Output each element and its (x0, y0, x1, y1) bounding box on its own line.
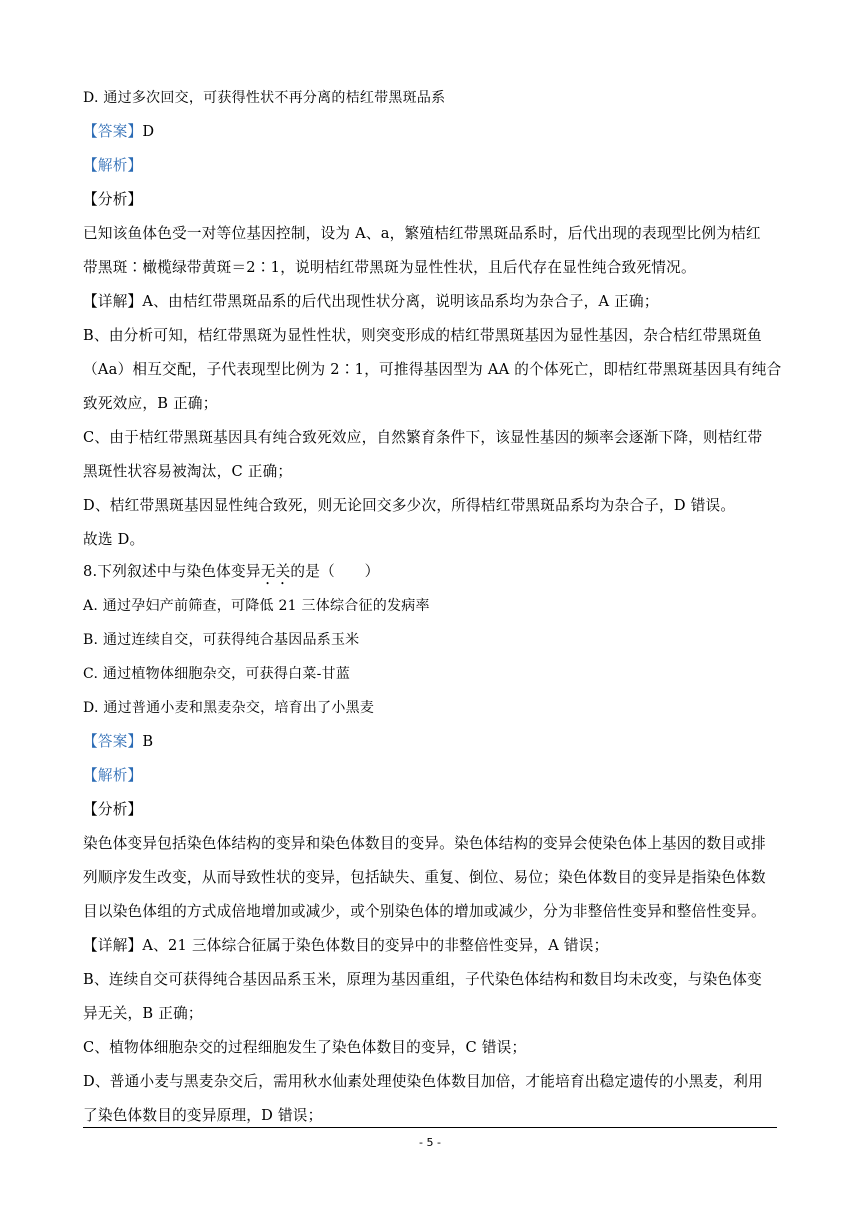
text-line: D、普通小麦与黑麦杂交后，需用秋水仙素处理使染色体数目加倍，才能培育出稳定遗传的小黑麦，利用 (83, 1073, 763, 1090)
text-line: 异无关，B 正确； (83, 1005, 203, 1022)
text-line: 染色体变异包括染色体结构的变异和染色体数目的变异。染色体结构的变异会使染色体上基因的数目或排 (83, 835, 766, 852)
text-line: 目以染色体组的方式成倍地增加或减少，或个别染色体的增加或减少，分为非整倍性变异和整倍性变异。 (83, 903, 766, 920)
section-analysis: 【分析】 (83, 191, 143, 208)
text-line: 列顺序发生改变，从而导致性状的变异，包括缺失、重复、倒位、易位；染色体数目的变异是指染色体数 (83, 869, 766, 886)
text-line: 黑斑性状容易被淘汰，C 正确； (83, 463, 293, 480)
text-line: 带黑斑∶橄榄绿带黄斑＝2∶1，说明桔红带黑斑为显性性状，且后代存在显性纯合致死情况。 (83, 259, 696, 276)
question-text: 8.下列叙述中与染色体变异 (83, 563, 261, 580)
section-analysis: 【分析】 (83, 801, 143, 818)
option-b: B. 通过连续自交，可获得纯合基因品系玉米 (83, 632, 360, 648)
option-a: A. 通过孕妇产前筛查，可降低 21 三体综合征的发病率 (83, 598, 430, 614)
option-d: D. 通过普通小麦和黑麦杂交，培育出了小黑麦 (83, 700, 375, 716)
text-line: 了染色体数目的变异原理，D 错误； (83, 1107, 323, 1124)
option-c: C. 通过植物体细胞杂交，可获得白菜-甘蓝 (83, 666, 351, 682)
text-line: B、连续自交可获得纯合基因品系玉米，原理为基因重组，子代染色体结构和数目均未改变，与染色体变 (83, 971, 762, 988)
question-8 (83, 562, 777, 588)
answer-value: B (142, 733, 154, 750)
answer-tag: 【答案】 (83, 123, 143, 140)
text-line: C、植物体细胞杂交的过程细胞发生了染色体数目的变异，C 错误； (83, 1039, 527, 1056)
question-bracket: 的是（ ） (290, 563, 380, 580)
answer-line (83, 122, 777, 142)
answer-value: D (142, 123, 155, 140)
detail-line: 【详解】A、由桔红带黑斑品系的后代出现性状分离，说明该品系均为杂合子，A 正确； (83, 293, 659, 310)
analysis-tag: 【解析】 (83, 157, 143, 174)
answer-tag: 【答案】 (83, 733, 143, 750)
conclusion-line: 故选 D。 (83, 531, 145, 548)
option-d-prev: D. 通过多次回交，可获得性状不再分离的桔红带黑斑品系 (83, 90, 446, 106)
detail-line: 【详解】A、21 三体综合征属于染色体数目的变异中的非整倍性变异，A 错误； (83, 937, 609, 954)
text-line: B、由分析可知，桔红带黑斑为显性性状，则突变形成的桔红带黑斑基因为显性基因，杂合桔红带黑斑鱼 (83, 327, 762, 344)
answer-line (83, 732, 777, 752)
emphasized-word: 无关 (260, 563, 291, 580)
text-line: D、桔红带黑斑基因显性纯合致死，则无论回交多少次，所得桔红带黑斑品系均为杂合子，D 错误。 (83, 497, 736, 514)
analysis-tag: 【解析】 (83, 767, 143, 784)
text-line: C、由于桔红带黑斑基因具有纯合致死效应，自然繁育条件下，该显性基因的频率会逐渐下降，则桔红带 (83, 429, 763, 446)
page-number: - 5 - (419, 1136, 441, 1149)
text-line: 已知该鱼体色受一对等位基因控制，设为 A、a，繁殖桔红带黑斑品系时，后代出现的表现型比例为桔红 (83, 225, 761, 242)
footer-divider (83, 1127, 777, 1128)
text-line: 致死效应，B 正确； (83, 395, 218, 412)
text-line: （Aa）相互交配，子代表现型比例为 2∶1，可推得基因型为 AA 的个体死亡，即桔红带黑斑基因具有纯合 (83, 361, 782, 378)
